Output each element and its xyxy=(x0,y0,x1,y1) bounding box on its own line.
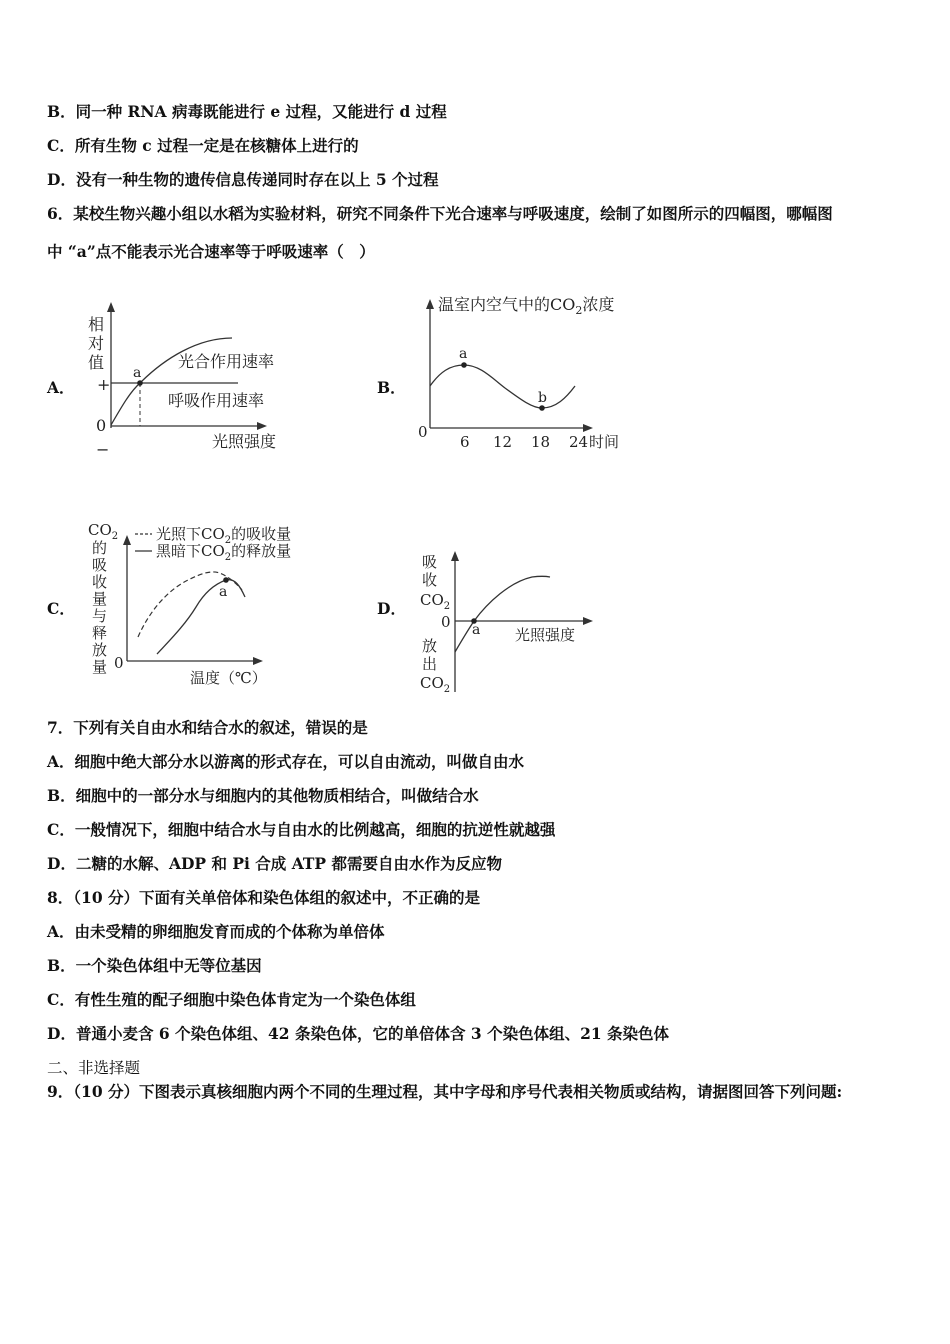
figure-a-minus: − xyxy=(96,440,110,459)
figure-b-xtick-18: 18 xyxy=(531,433,551,451)
q9-stem: 9．（10 分）下图表示真核细胞内两个不同的生理过程，其中字母和序号代表相关物质或结构，请据图回答下列问题: xyxy=(47,1082,843,1101)
figure-c-ylabel-6: 释 xyxy=(92,624,108,642)
figure-a-ylabel-3: 值 xyxy=(88,353,105,372)
figure-d-ylabel-bottom-co2: $CO_2$ xyxy=(420,674,451,695)
figure-a-ylabel-1: 相 xyxy=(88,315,105,334)
figure-c-zero: 0 xyxy=(114,654,124,672)
figure-c-legend-light: 光照下$CO_2$的吸收量 xyxy=(156,525,292,546)
figure-c-ylabel-3: 收 xyxy=(92,573,108,591)
figure-d-ylabel-top-co2: $CO_2$ xyxy=(420,591,451,612)
q5-option-d: D．没有一种生物的遗传信息传递同时存在以上 5 个过程 xyxy=(47,170,439,189)
figure-a-zero: 0 xyxy=(96,416,107,435)
figure-c-point-label: a xyxy=(219,584,228,600)
figure-a-ylabel-2: 对 xyxy=(88,334,105,353)
figure-c-ylabel-5: 与 xyxy=(92,607,108,625)
figure-c-xlabel: 温度（℃） xyxy=(190,669,267,687)
figure-b-point-a-label: a xyxy=(459,346,468,362)
figure-d-xlabel: 光照强度 xyxy=(515,626,576,644)
figure-c-ylabel-7: 放 xyxy=(92,641,108,659)
q5-option-b: B．同一种 RNA 病毒既能进行 e 过程，又能进行 d 过程 xyxy=(47,102,447,121)
figure-c-label: C． xyxy=(47,599,75,618)
figure-d-point-label: a xyxy=(472,622,481,638)
q8-option-a: A．由未受精的卵细胞发育而成的个体称为单倍体 xyxy=(47,922,385,941)
q8-option-c: C．有性生殖的配子细胞中染色体肯定为一个染色体组 xyxy=(47,990,416,1009)
q5-option-c: C．所有生物 c 过程一定是在核糖体上进行的 xyxy=(47,136,359,155)
figure-c-ylabel-co2: $CO_2$ xyxy=(88,521,119,542)
q7-option-b: B．细胞中的一部分水与细胞内的其他物质相结合，叫做结合水 xyxy=(47,786,479,805)
figure-c-ylabel-2: 吸 xyxy=(92,556,108,574)
q7-option-d: D．二糖的水解、ADP 和 Pi 合成 ATP 都需要自由水作为反应物 xyxy=(47,854,502,873)
figure-d-label: D． xyxy=(377,599,406,618)
figure-a-curve2-label: 呼吸作用速率 xyxy=(168,391,265,410)
figure-a-xlabel: 光照强度 xyxy=(212,432,277,451)
figure-d-ylabel-bottom-2: 出 xyxy=(422,655,438,673)
figure-b-zero: 0 xyxy=(418,423,428,441)
figure-b-xlabel: 时间 xyxy=(589,433,620,451)
figure-b-point-b-label: b xyxy=(538,390,547,406)
section-2-heading: 二、非选择题 xyxy=(47,1059,141,1077)
q8-stem: 8．（10 分）下面有关单倍体和染色体组的叙述中，不正确的是 xyxy=(47,888,481,907)
figure-a-label: A． xyxy=(47,378,75,397)
figure-b-xtick-12: 12 xyxy=(493,433,513,451)
figure-b-label: B． xyxy=(377,378,406,397)
figure-b-xtick-6: 6 xyxy=(460,433,470,451)
q8-option-d: D．普通小麦含 6 个染色体组、42 条染色体，它的单倍体含 3 个染色体组、21 条染色体 xyxy=(47,1024,670,1043)
figure-a-point-label: a xyxy=(133,365,142,381)
q6-stem-line1: 6．某校生物兴趣小组以水稻为实验材料，研究不同条件下光合速率与呼吸速度，绘制了如图所示的四幅图，哪幅图 xyxy=(47,204,833,223)
figure-b-title: 温室内空气中的$CO_2$浓度 xyxy=(438,295,615,317)
figure-a-curve1-label: 光合作用速率 xyxy=(178,352,275,371)
figure-d-ylabel-top-1: 吸 xyxy=(422,553,438,571)
figure-d-ylabel-bottom-1: 放 xyxy=(422,637,438,655)
figure-c-ylabel-4: 量 xyxy=(92,590,108,608)
q8-option-b: B．一个染色体组中无等位基因 xyxy=(47,956,262,975)
q6-stem-line2: 中 “a”点不能表示光合速率等于呼吸速率（ ） xyxy=(47,242,375,261)
figure-a-plus: + xyxy=(97,375,111,394)
figure-c-ylabel-1: 的 xyxy=(92,539,108,557)
figure-b-xtick-24: 24 xyxy=(569,433,589,451)
figure-d-zero: 0 xyxy=(441,613,451,631)
figure-d-ylabel-top-2: 收 xyxy=(422,571,438,589)
q7-stem: 7．下列有关自由水和结合水的叙述，错误的是 xyxy=(47,718,368,737)
figure-c-legend-dark: 黑暗下$CO_2$的释放量 xyxy=(156,542,292,563)
q7-option-c: C．一般情况下，细胞中结合水与自由水的比例越高，细胞的抗逆性就越强 xyxy=(47,820,556,839)
q7-option-a: A．细胞中绝大部分水以游离的形式存在，可以自由流动，叫做自由水 xyxy=(47,752,525,771)
figure-c-ylabel-8: 量 xyxy=(92,658,108,676)
